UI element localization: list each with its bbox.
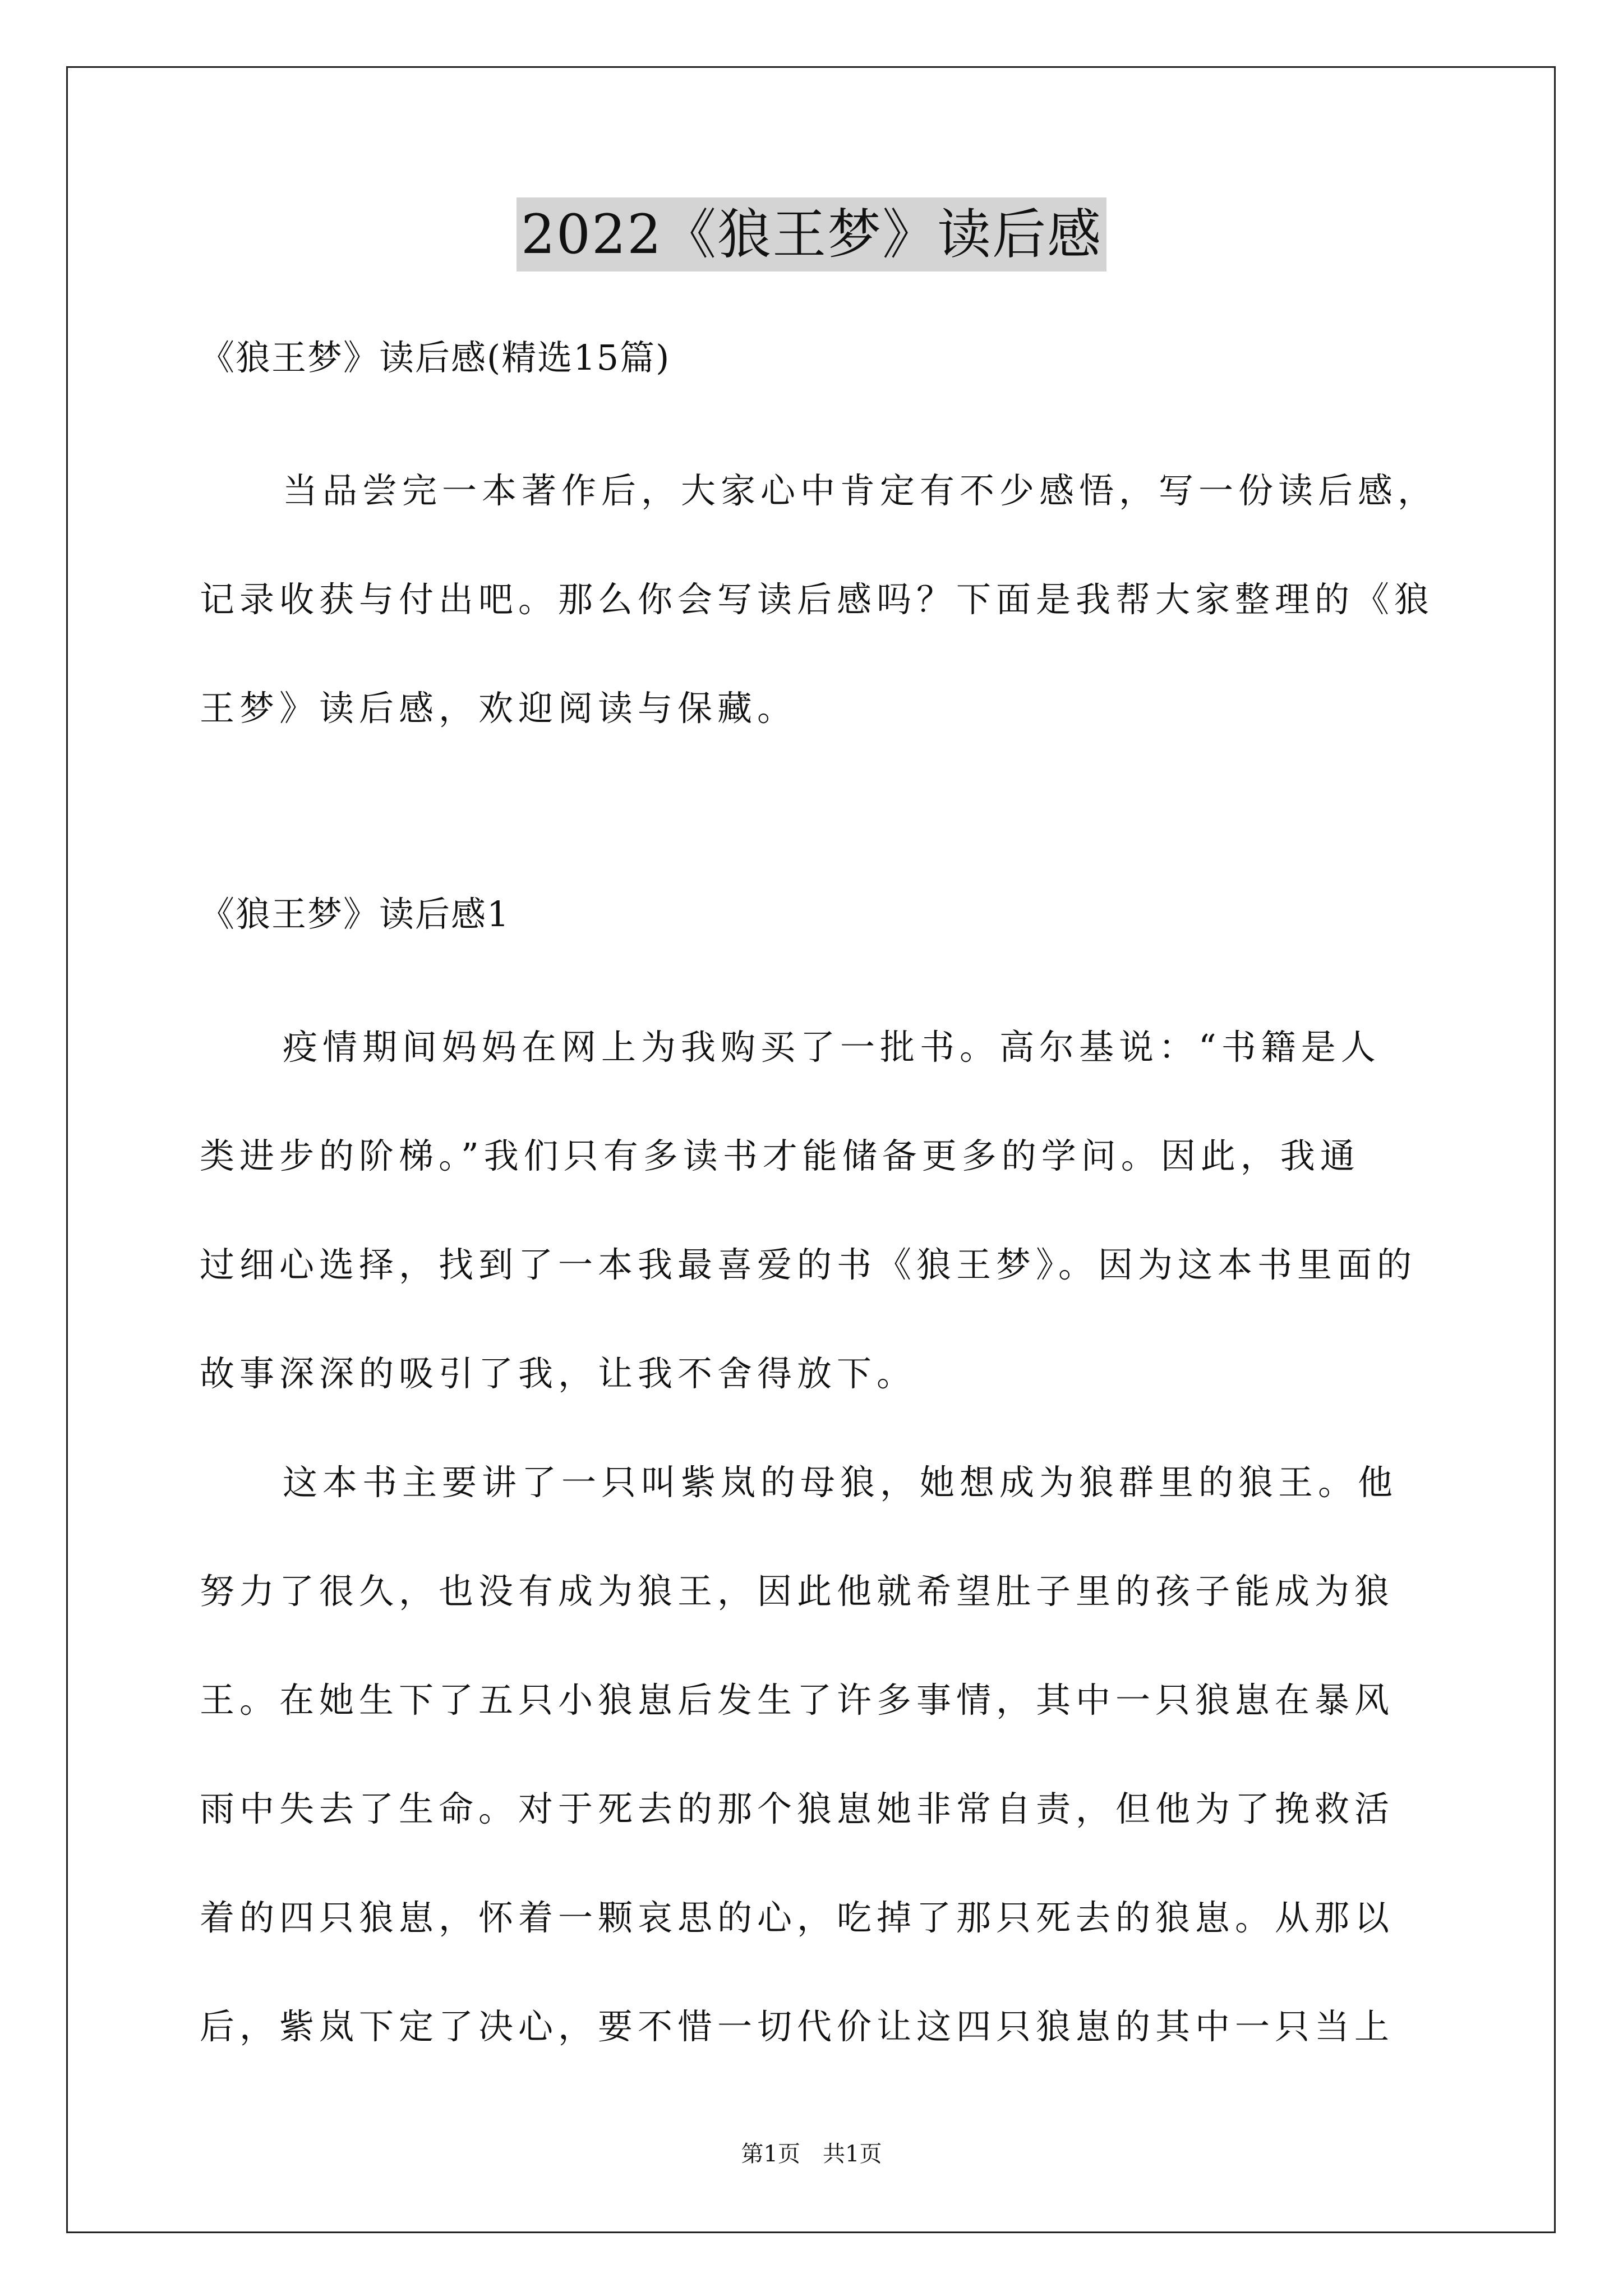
text-line: 这本书主要讲了一只叫紫岚的母狼，她想成为狼群里的狼王。他 (283, 1462, 1398, 1503)
page-footer: 第1页 共1页 (741, 2141, 882, 2167)
text-line: 过细心选择，找到了一本我最喜爱的书《狼王梦》。因为这本书里面的 (200, 1244, 1417, 1285)
text-line: 着的四只狼崽，怀着一颗哀思的心，吃掉了那只死去的狼崽。从那以 (200, 1897, 1395, 1938)
text-line: 后，紫岚下定了决心，要不惜一切代价让这四只狼崽的其中一只当上 (200, 2006, 1395, 2047)
section-paragraph (200, 993, 1433, 1428)
text-line: 疫情期间妈妈在网上为我购买了一批书。高尔基说：“书籍是人 (283, 1027, 1381, 1068)
text-line: 记录收获与付出吧。那么你会写读后感吗？下面是我帮大家整理的《狼 (200, 579, 1435, 620)
section-paragraph (200, 1428, 1433, 2081)
title-container (0, 197, 1623, 272)
text-line: 当品尝完一本著作后，大家心中肯定有不少感悟，写一份读后感， (283, 470, 1438, 511)
text-line: 类进步的阶梯。”我们只有多读书才能储备更多的学问。因此，我通 (200, 1135, 1360, 1176)
text-line: 王梦》读后感，欢迎阅读与保藏。 (200, 688, 797, 729)
text-line: 故事深深的吸引了我，让我不舍得放下。 (200, 1353, 917, 1394)
document-subtitle: 《狼王梦》读后感(精选15篇) (200, 337, 671, 378)
section-heading: 《狼王梦》读后感1 (200, 894, 510, 935)
text-line: 王。在她生下了五只小狼崽后发生了许多事情，其中一只狼崽在暴风 (200, 1680, 1395, 1720)
text-line: 努力了很久，也没有成为狼王，因此他就希望肚子里的孩子能成为狼 (200, 1571, 1395, 1612)
intro-paragraph (200, 436, 1438, 763)
text-line: 雨中失去了生命。对于死去的那个狼崽她非常自责，但他为了挽救活 (200, 1788, 1395, 1829)
document-title: 2022《狼王梦》读后感 (517, 197, 1106, 272)
